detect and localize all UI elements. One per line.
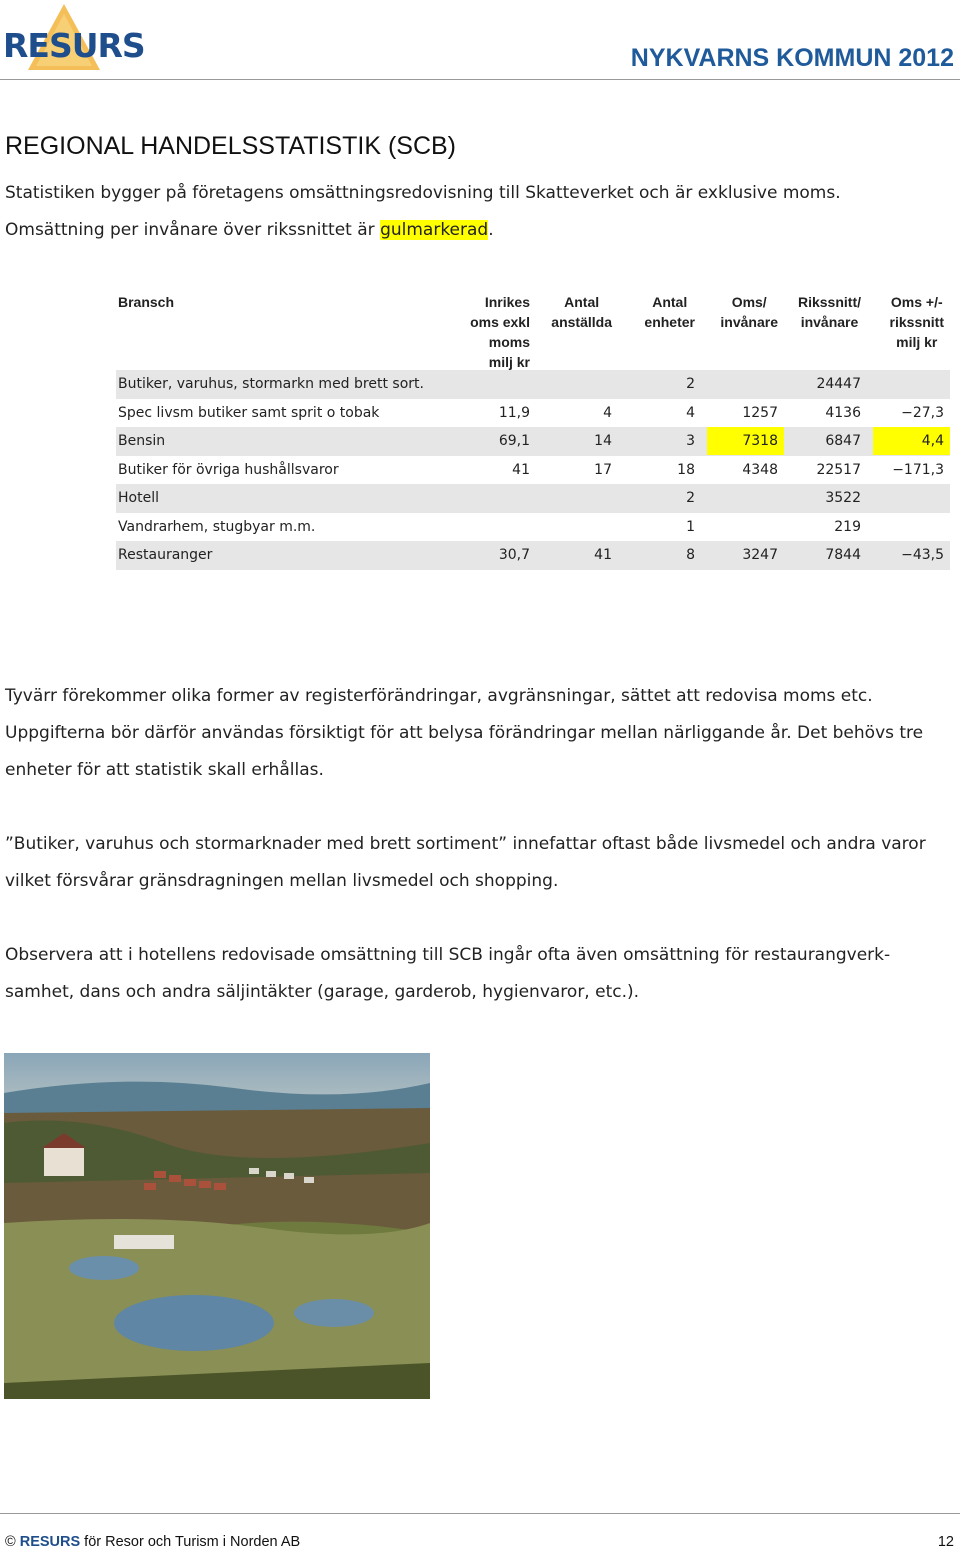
cell-anstallda: 4 [603,404,612,421]
cell-bransch: Spec livsm butiker samt sprit o tobak [118,404,380,421]
page-number: 12 [937,1534,954,1550]
cell-bransch: Restauranger [118,547,213,563]
cell-enheter: 1 [686,518,695,535]
cell-rikssnitt: 4136 [825,404,861,421]
intro-line-2 [5,220,494,240]
page-title: REGIONAL HANDELSSTATISTIK (SCB) [5,132,457,160]
cell-rikssnitt: 6847 [825,433,861,449]
header-inrikes-line: Inrikes [484,294,530,310]
note-paragraph-1: Tyvärr förekommer olika former av registerförändringar, avgränsningar, sättet att redovisa moms etc. Uppgifterna bör därför användas försiktigt för att belysa förändringar mellan närliggande år. Det behövs tre enheter för att statistik skall erhållas. [5,686,924,780]
header-inrikes-line: moms [488,334,530,350]
cell-oms: 7318 [707,427,784,455]
cell-enheter: 2 [686,376,695,392]
header-enheter [644,292,695,332]
cell-rikssnitt: 3522 [825,490,861,506]
header-diff [890,292,944,352]
footer-company-brand: RESURS [19,1534,81,1550]
cell-diff: −171,3 [892,461,944,478]
header-inrikes [470,292,530,372]
table-body [116,370,950,570]
cell-enheter: 3 [686,433,695,449]
cell-oms: 3247 [742,547,778,563]
cell-diff: 4,4 [873,427,950,455]
header-oms-invanare-line: Oms/ [731,294,767,310]
footer-divider [0,1513,960,1514]
header-oms-invanare-line: invånare [720,314,778,330]
cell-diff: −43,5 [901,547,944,563]
copyright-symbol: © [5,1534,16,1550]
cell-bransch: Bensin [118,433,166,449]
cell-enheter: 18 [677,461,695,478]
header-diff-line: rikssnitt [889,314,944,330]
cell-rikssnitt: 7844 [825,547,861,563]
cell-bransch: Butiker för övriga hushållsvaror [118,461,339,478]
table-row [116,370,950,399]
table-row [116,484,950,513]
cell-bransch: Butiker, varuhus, stormarkn med brett sort. [118,376,424,392]
intro-highlight: gulmarkerad [380,220,489,240]
header-rikssnitt-line: Rikssnitt/ [797,294,861,310]
header-rikssnitt [798,292,861,332]
header-inrikes-line: oms exkl [470,314,530,330]
table-header [116,292,950,370]
cell-oms: 1257 [742,404,778,421]
table-row [116,513,950,542]
cell-rikssnitt: 22517 [816,461,861,478]
header-anstallda [551,292,612,332]
cell-inrikes: 11,9 [498,404,530,421]
header-divider [0,79,960,80]
cell-enheter: 4 [686,404,695,421]
header-oms-invanare [720,292,778,332]
logo-wordmark: RESURS [3,26,145,65]
note-paragraph-3: Observera att i hotellens redovisade omsättning till SCB ingår ofta även omsättning för restaurangverk-samhet, dans och andra säljintäkter (garage, garderob, hygienvaror, etc.). [5,945,891,1002]
cell-diff: −27,3 [901,404,944,421]
cell-anstallda: 41 [594,547,612,563]
header-anstallda-line: Antal [564,294,600,310]
cell-inrikes: 30,7 [498,547,530,563]
table-row [116,541,950,570]
cell-inrikes: 41 [512,461,530,478]
header-rikssnitt-line: invånare [800,314,859,330]
cell-rikssnitt: 24447 [816,376,861,392]
trade-statistics-table [116,292,950,570]
cell-oms: 4348 [742,461,778,478]
header-enheter-line: Antal [652,294,688,310]
cell-bransch: Vandrarhem, stugbyar m.m. [118,518,316,535]
header-diff-line: milj kr [896,334,938,350]
footer-copyright [5,1534,300,1550]
aerial-photo [4,1053,430,1399]
header-enheter-line: enheter [644,314,695,330]
cell-anstallda: 14 [594,433,612,449]
cell-bransch: Hotell [118,490,159,506]
cell-enheter: 2 [686,490,695,506]
cell-inrikes: 69,1 [498,433,530,449]
cell-anstallda: 17 [594,461,612,478]
table-row [116,456,950,485]
header-bransch: Bransch [118,294,175,310]
intro-line-1: Statistiken bygger på företagens omsättningsredovisning till Skatteverket och är exklusive moms. [5,183,841,203]
intro-line-2-prefix: Omsättning per invånare över rikssnittet är [5,220,381,240]
table-row [116,427,950,456]
note-paragraph-2: ”Butiker, varuhus och stormarknader med brett sortiment” innefattar oftast både livsmedel och andra varor vilket försvårar gränsdragningen mellan livsmedel och shopping. [5,834,926,891]
table-row [116,399,950,428]
intro-line-2-suffix: . [488,220,494,240]
header-inrikes-line: milj kr [488,354,530,370]
header-title: NYKVARNS KOMMUN 2012 [630,44,954,72]
header-diff-line: Oms +/- [890,294,943,310]
header-anstallda-line: anställda [551,314,612,330]
cell-rikssnitt: 219 [834,518,861,535]
footer-company-rest: för Resor och Turism i Norden AB [80,1534,301,1550]
cell-enheter: 8 [686,547,695,563]
